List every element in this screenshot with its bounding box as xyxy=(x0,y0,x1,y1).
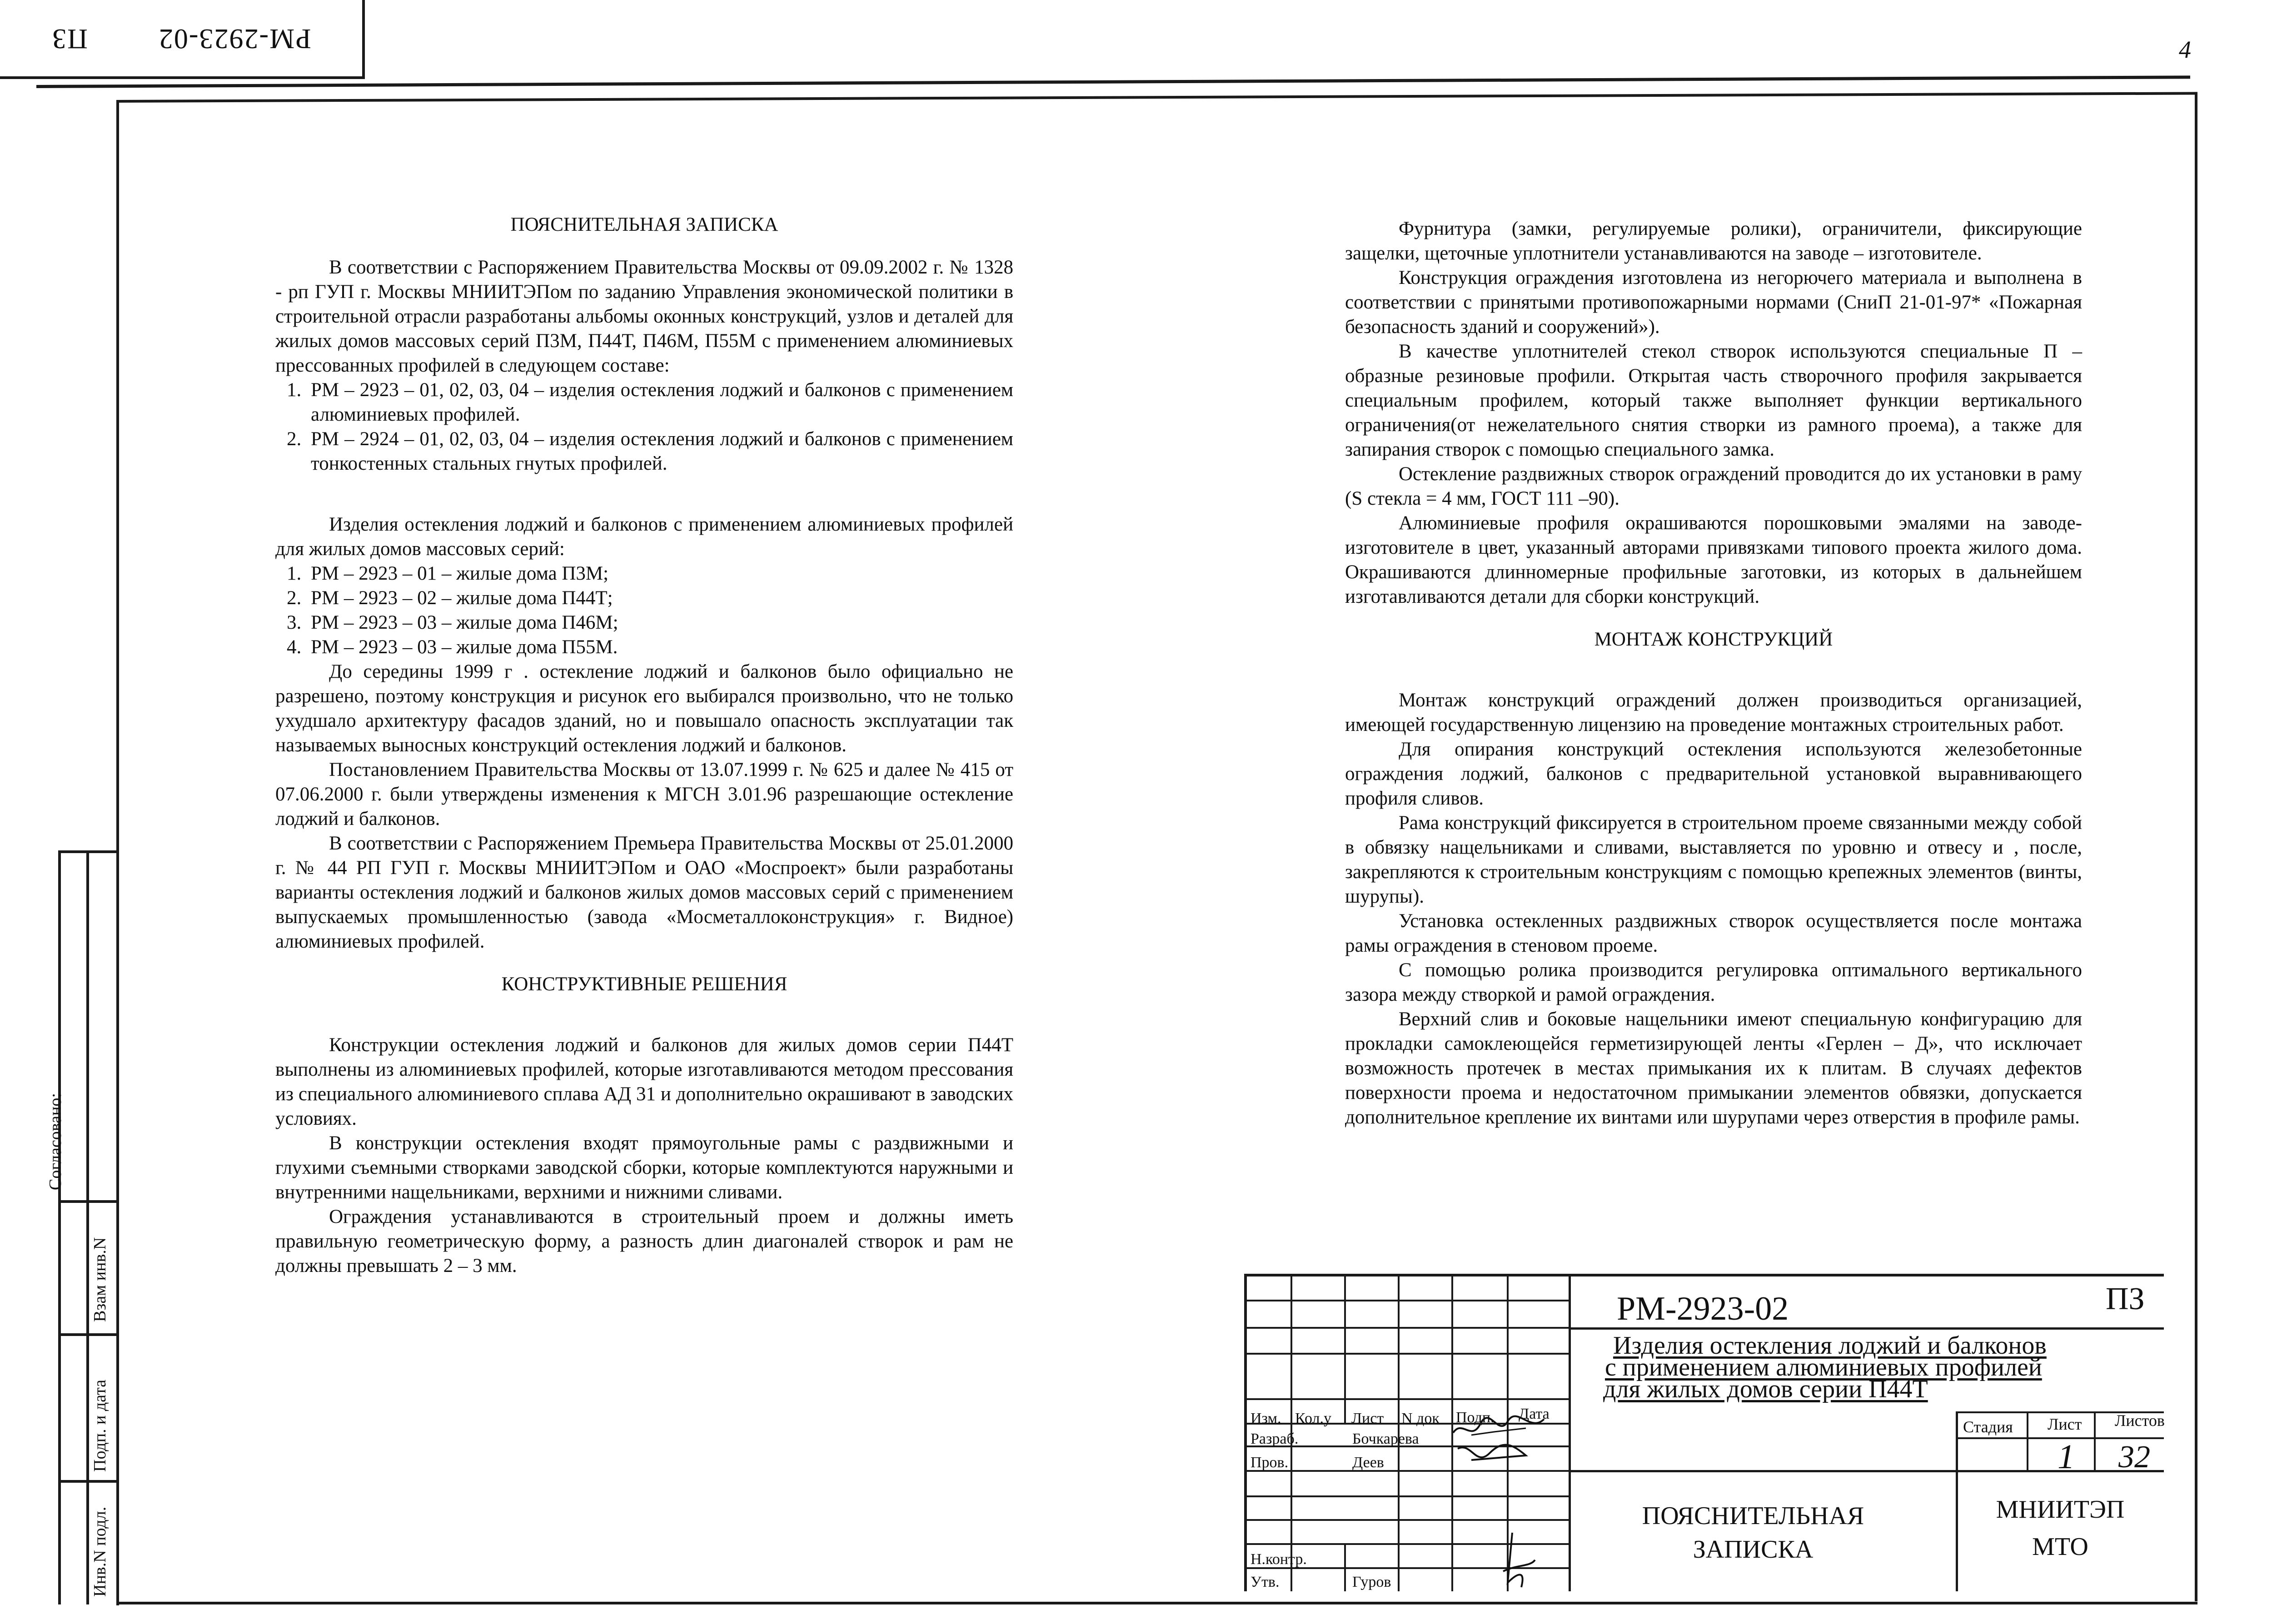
frame-left-line xyxy=(116,102,119,1605)
description-line: с применением алюминиевых профилей xyxy=(1605,1353,2042,1381)
inv-replace-label: Взам инв.N xyxy=(90,1237,110,1322)
role-norm-control: Н.контр. xyxy=(1251,1551,1307,1568)
header-list: Лист xyxy=(1351,1410,1384,1427)
coating-paragraph: Алюминиевые профиля окрашиваются порошковыми эмалями на заводе-изготовителе в цвет, указанный авторами привязками типового проекта жилого дома. Окрашиваются длинномерные профильные заготовки, из которых в дальнейшем изготавливаются детали для сборки конструкций. xyxy=(1345,512,2082,607)
header-data: Дата xyxy=(1519,1405,1550,1422)
section-heading-installation: МОНТАЖ КОНСТРУКЦИЙ xyxy=(1594,629,1833,650)
seals-paragraph: В качестве уплотнителей стекол створок используются специальные П – образные резиновые профили. Открытая часть створочного профиля закрывается специальным профилем, который также выполняет функции вертикального ограничения(от нежелательного снятия створки из рамного проема), а также для запирания створок с помощью специального замка. xyxy=(1345,341,2082,460)
albums-list xyxy=(275,378,1013,476)
sheet-number: 1 xyxy=(2058,1438,2075,1476)
products-intro: Изделия остекления лоджий и балконов с применением алюминиевых профилей для жилых домов массовых серий: xyxy=(275,514,1013,560)
paragraph-premier: В соответствии с Распоряжением Премьера Правительства Москвы от 25.01.2000 г. № 44 РП ГУП г. Москвы МНИИТЭПом и ОАО «Моспроект» были разработаны варианты остекления лоджий и балконов жилых домов массовых серий с применением выпускаемых промышленностью (завода «Mосметаллоконструкция» г. Видное) алюминиевых профилей. xyxy=(275,833,1013,952)
list-item: 1. РМ – 2923 – 01, 02, 03, 04 – изделия остекления лоджий и балконов с применением алюминиевых профилей. xyxy=(306,378,1013,427)
hardware-paragraph: Фурнитура (замки, регулируемые ролики), ограничители, фиксирующие защелки, щеточные уплотнители устанавливаются на заводе – изготовителе. xyxy=(1345,218,2082,264)
name-approver: Гуров xyxy=(1352,1574,1391,1590)
paragraph-1999: До середины 1999 г . остекление лоджий и балконов было официально не разрешено, поэтому конструкция и рисунок его выбирался произвольно, что не только ухудшало архитектуру фасадов зданий, но и повышало опасность эксплуатации так называемых выносных конструкций остекления лоджий и балконов. xyxy=(275,661,1013,756)
document-title-line: ПОЯСНИТЕЛЬНАЯ xyxy=(1642,1502,1864,1530)
header-podp: Подп. xyxy=(1456,1409,1495,1426)
sheets-total: 32 xyxy=(2118,1440,2150,1475)
list-item: 2. РМ – 2924 – 01, 02, 03, 04 – изделия остекления лоджий и балконов с применением тонкостенных стальных гнутых профилей. xyxy=(306,427,1013,476)
left-column xyxy=(275,213,1013,1278)
approver-signature xyxy=(1490,1528,1544,1592)
sheets-header: Листов xyxy=(2115,1411,2165,1430)
title-block xyxy=(1244,1274,2164,1591)
installation-paragraph: Монтаж конструкций ограждений должен производиться организацией, имеющей государственную лицензию на проведение монтажных строительных работ. xyxy=(1345,690,2082,735)
right-column xyxy=(1345,217,2082,1130)
list-item: 4. РМ – 2923 – 03 – жилые дома П55М. xyxy=(306,635,1013,660)
installation-paragraph: Рама конструкций фиксируется в строительном проеме связанными между собой в обвязку нащельниками и сливами, выставляется по уровню и отвесу и , после, закрепляются к строительным конструкциям с помощью крепежных элементов (винты, шурупы). xyxy=(1345,812,2082,907)
header-kol: Кол.у xyxy=(1295,1410,1332,1427)
role-developer: Разраб. xyxy=(1251,1430,1299,1447)
paragraph-decree: Постановлением Правительства Москвы от 13.07.1999 г. № 625 и далее № 415 от 07.06.2000 г. были утверждены изменения к МГСН 3.01.96 разрешающие остекление лоджий и балконов. xyxy=(275,759,1013,829)
installation-paragraph: С помощью ролика производится регулировка оптимального вертикального зазора между створкой и рамой ограждения. xyxy=(1345,959,2082,1005)
constructive-paragraph: Конструкции остекления лоджий и балконов для жилых домов серии П44Т выполнены из алюминиевых профилей, которые изготавливаются методом прессования из специального алюминиевого сплава АД 31 и дополнительно окрашивают в заводских условиях. xyxy=(275,1034,1013,1129)
installation-paragraph: Установка остекленных раздвижных створок осуществляется после монтажа рамы ограждения в стеновом проеме. xyxy=(1345,910,2082,956)
products-list xyxy=(275,561,1013,660)
rotated-code: РМ-2923-02 xyxy=(158,23,311,54)
section-heading-constructive: КОНСТРУКТИВНЫЕ РЕШЕНИЯ xyxy=(501,973,787,995)
header-ndok: N док xyxy=(1401,1410,1440,1427)
stage-header: Стадия xyxy=(1963,1418,2013,1436)
installation-paragraph: Верхний слив и боковые нащельники имеют специальную конфигурацию для прокладки самоклеющейся герметизирующей ленты «Герлен – Д», что исключает возможность протечек в местах примыкания их к плитам. В случаях дефектов поверхности проема и недостаточном примыкании элементов обвязки, допускается дополнительное крепление их винтами или шурупами через отверстия в профиле рамы. xyxy=(1345,1008,2082,1128)
rotated-code-box xyxy=(0,0,365,79)
list-item: 1. РМ – 2923 – 01 – жилые дома П3М; xyxy=(306,561,1013,586)
list-item: 2. РМ – 2923 – 02 – жилые дома П44Т; xyxy=(306,586,1013,611)
name-checker: Деев xyxy=(1352,1454,1384,1471)
description-line: для жилых домов серии П44Т xyxy=(1603,1375,1928,1403)
description-block xyxy=(1603,1331,2144,1403)
checker-signature xyxy=(1444,1440,1544,1471)
description-line: Изделия остекления лоджий и балконов xyxy=(1613,1331,2047,1360)
document-sheet-code: ПЗ xyxy=(2106,1281,2145,1316)
frame-top-line xyxy=(116,92,2197,103)
name-developer: Бочкарева xyxy=(1352,1430,1419,1447)
intro-paragraph: В соответствии с Распоряжением Правительства Москвы от 09.09.2002 г. № 1328 - рп ГУП г. Москвы МНИИТЭПом по заданию Управления экономической политики в строительной отрасли разработаны альбомы оконных конструкций, узлов и деталей для жилых домов массовых серий П3М, П44Т, П46М, П55М с применением алюминиевых прессованных профилей в следующем составе: xyxy=(275,257,1013,376)
corner-mark: 4 xyxy=(2179,36,2191,63)
document-title xyxy=(1608,1499,1898,1566)
fire-paragraph: Конструкция ограждения изготовлена из негорючего материала и выполнена в соответствии с принятыми противопожарными нормами (СниП 21-01-97* «Пожарная безопасность зданий и сооружений»). xyxy=(1345,267,2082,338)
rotated-sheet-code: ПЗ xyxy=(51,23,88,54)
document-code: РМ-2923-02 xyxy=(1617,1290,1789,1327)
frame-right-line xyxy=(2195,93,2197,1601)
list-item: 3. РМ – 2923 – 03 – жилые дома П46М; xyxy=(306,611,1013,635)
document-title-line: ЗАПИСКА xyxy=(1693,1535,1814,1564)
sheet-header: Лист xyxy=(2048,1415,2082,1433)
organization xyxy=(1969,1491,2151,1565)
signature-date-label: Подп. и дата xyxy=(90,1379,110,1472)
organization-line: МНИИТЭП xyxy=(1996,1495,2125,1524)
glazing-paragraph: Остекление раздвижных створок ограждений проводится до их установки в раму (S стекла = 4 мм, ГОСТ 111 –90). xyxy=(1345,463,2082,509)
constructive-paragraph: Ограждения устанавливаются в строительный проем и должны иметь правильную геометрическую форму, а разность длин диагоналей створок и рам не должны превышать 2 – 3 мм. xyxy=(275,1206,1013,1276)
installation-paragraph: Для опирания конструкций остекления используются железобетонные ограждения лоджий, балконов с предварительной установкой выравнивающего профиля сливов. xyxy=(1345,739,2082,809)
role-checker: Пров. xyxy=(1251,1454,1289,1471)
agreed-label: Согласовано: xyxy=(46,1093,65,1190)
doc-heading: ПОЯСНИТЕЛЬНАЯ ЗАПИСКА xyxy=(510,214,778,235)
header-izm: Изм. xyxy=(1251,1410,1281,1427)
inv-original-label: Инв.N подл. xyxy=(90,1506,110,1597)
frame-bottom-line xyxy=(116,1602,2197,1604)
constructive-paragraph: В конструкции остекления входят прямоугольные рамы с раздвижными и глухими съемными створками заводской сборки, которые комплектуются наружными и внутренними нащельниками, верхними и нижними сливами. xyxy=(275,1132,1013,1203)
role-approver: Утв. xyxy=(1251,1574,1280,1590)
organization-line: МТО xyxy=(2032,1533,2088,1561)
